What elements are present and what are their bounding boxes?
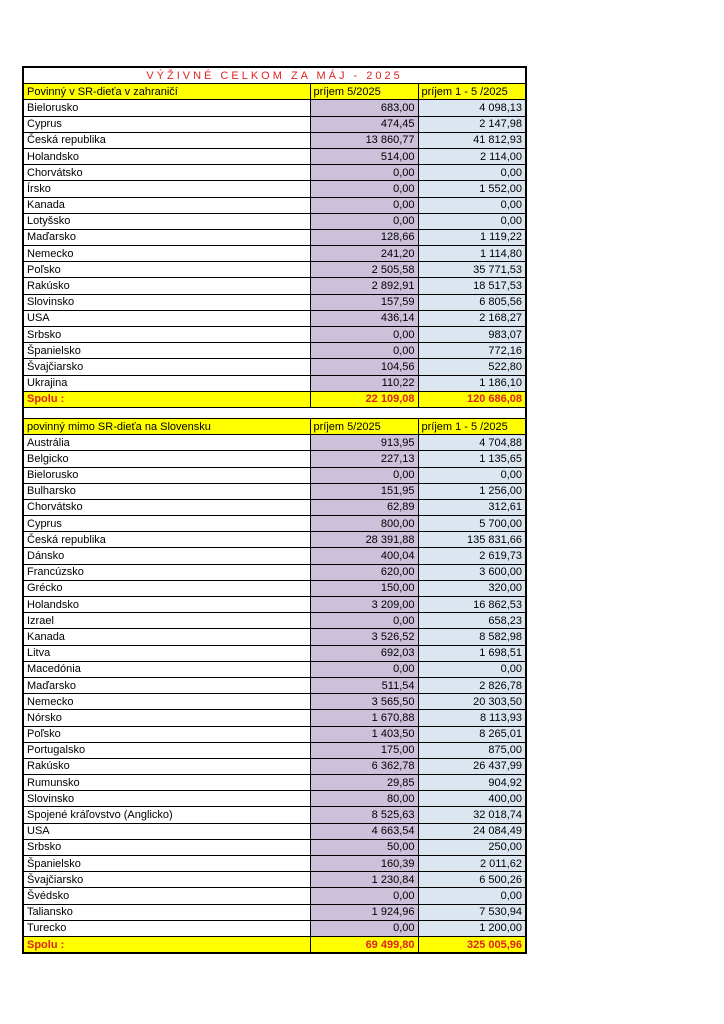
- may-income-cell: 0,00: [310, 343, 418, 359]
- country-cell: Spojené kráľovstvo (Anglicko): [23, 807, 310, 823]
- may-income-cell: 104,56: [310, 359, 418, 375]
- country-cell: Poľsko: [23, 726, 310, 742]
- ytd-income-cell: 772,16: [418, 343, 526, 359]
- ytd-income-cell: 4 704,88: [418, 435, 526, 451]
- may-income-cell: 692,03: [310, 645, 418, 661]
- country-cell: Španielsko: [23, 856, 310, 872]
- country-cell: Cyprus: [23, 516, 310, 532]
- country-cell: Bulharsko: [23, 483, 310, 499]
- may-income-cell: 2 892,91: [310, 278, 418, 294]
- may-income-cell: 474,45: [310, 116, 418, 132]
- may-income-cell: 1 924,96: [310, 904, 418, 920]
- table-row: [23, 327, 526, 343]
- country-cell: Rakúsko: [23, 278, 310, 294]
- may-income-cell: 6 362,78: [310, 758, 418, 774]
- table-row: [23, 742, 526, 758]
- ytd-income-cell: 26 437,99: [418, 758, 526, 774]
- may-income-cell: 151,95: [310, 483, 418, 499]
- ytd-income-cell: 0,00: [418, 165, 526, 181]
- country-cell: Nemecko: [23, 246, 310, 262]
- table-row: [23, 100, 526, 116]
- total-label: Spolu :: [23, 936, 310, 953]
- may-income-cell: 436,14: [310, 310, 418, 326]
- ytd-income-cell: 5 700,00: [418, 516, 526, 532]
- country-cell: Belgicko: [23, 451, 310, 467]
- table-row: [23, 343, 526, 359]
- may-income-cell: 8 525,63: [310, 807, 418, 823]
- country-cell: Kanada: [23, 629, 310, 645]
- may-income-cell: 800,00: [310, 516, 418, 532]
- may-income-cell: 2 505,58: [310, 262, 418, 278]
- may-income-cell: 0,00: [310, 661, 418, 677]
- country-cell: Lotyšsko: [23, 213, 310, 229]
- ytd-income-cell: 904,92: [418, 775, 526, 791]
- country-cell: Austrália: [23, 435, 310, 451]
- ytd-income-cell: 35 771,53: [418, 262, 526, 278]
- table-row: [23, 310, 526, 326]
- alimony-table: [22, 66, 527, 954]
- may-income-cell: 1 670,88: [310, 710, 418, 726]
- section-label: povinný mimo SR-dieťa na Slovensku: [23, 418, 310, 434]
- table-row: [23, 807, 526, 823]
- alimony-sheet: [22, 66, 525, 954]
- country-cell: Francúzsko: [23, 564, 310, 580]
- table-row: [23, 548, 526, 564]
- ytd-income-cell: 658,23: [418, 613, 526, 629]
- section-label: Povinný v SR-dieťa v zahraničí: [23, 84, 310, 100]
- ytd-income-cell: 3 600,00: [418, 564, 526, 580]
- ytd-income-cell: 1 256,00: [418, 483, 526, 499]
- may-income-cell: 4 663,54: [310, 823, 418, 839]
- total-label: Spolu :: [23, 391, 310, 407]
- table-row: [23, 677, 526, 693]
- country-cell: Taliansko: [23, 904, 310, 920]
- ytd-income-cell: 875,00: [418, 742, 526, 758]
- table-row: [23, 597, 526, 613]
- table-row: [23, 726, 526, 742]
- may-income-cell: 620,00: [310, 564, 418, 580]
- ytd-income-cell: 400,00: [418, 791, 526, 807]
- country-cell: USA: [23, 310, 310, 326]
- country-cell: Srbsko: [23, 327, 310, 343]
- table-row: [23, 823, 526, 839]
- table-row: [23, 516, 526, 532]
- table-row: [23, 116, 526, 132]
- country-cell: Cyprus: [23, 116, 310, 132]
- may-income-cell: 110,22: [310, 375, 418, 391]
- country-cell: Španielsko: [23, 343, 310, 359]
- ytd-income-cell: 6 500,26: [418, 872, 526, 888]
- section1-header-row: [23, 84, 526, 100]
- ytd-income-cell: 2 619,73: [418, 548, 526, 564]
- country-cell: Macedónia: [23, 661, 310, 677]
- ytd-income-cell: 8 113,93: [418, 710, 526, 726]
- country-cell: Nemecko: [23, 694, 310, 710]
- ytd-income-cell: 1 200,00: [418, 920, 526, 936]
- country-cell: Chorvátsko: [23, 165, 310, 181]
- ytd-income-cell: 320,00: [418, 580, 526, 596]
- country-cell: Írsko: [23, 181, 310, 197]
- ytd-income-cell: 0,00: [418, 213, 526, 229]
- ytd-income-cell: 24 084,49: [418, 823, 526, 839]
- may-income-cell: 62,89: [310, 499, 418, 515]
- total-may: 69 499,80: [310, 936, 418, 953]
- table-row: [23, 613, 526, 629]
- may-income-cell: 1 230,84: [310, 872, 418, 888]
- country-cell: Poľsko: [23, 262, 310, 278]
- may-income-cell: 0,00: [310, 920, 418, 936]
- ytd-income-cell: 522,80: [418, 359, 526, 375]
- may-income-cell: 175,00: [310, 742, 418, 758]
- country-cell: Česká republika: [23, 532, 310, 548]
- table-row: [23, 451, 526, 467]
- ytd-income-cell: 8 265,01: [418, 726, 526, 742]
- ytd-income-cell: 4 098,13: [418, 100, 526, 116]
- may-income-cell: 80,00: [310, 791, 418, 807]
- may-income-cell: 0,00: [310, 165, 418, 181]
- ytd-income-cell: 2 147,98: [418, 116, 526, 132]
- country-cell: Rakúsko: [23, 758, 310, 774]
- country-cell: Holandsko: [23, 148, 310, 164]
- country-cell: Holandsko: [23, 597, 310, 613]
- separator-cell: [23, 407, 526, 418]
- ytd-income-cell: 983,07: [418, 327, 526, 343]
- may-income-cell: 913,95: [310, 435, 418, 451]
- table-row: [23, 262, 526, 278]
- column-header-ytd: príjem 1 - 5 /2025: [418, 84, 526, 100]
- table-row: [23, 904, 526, 920]
- ytd-income-cell: 312,61: [418, 499, 526, 515]
- table-row: [23, 294, 526, 310]
- column-header-may: príjem 5/2025: [310, 84, 418, 100]
- table-row: [23, 148, 526, 164]
- table-row: [23, 888, 526, 904]
- country-cell: Bielorusko: [23, 100, 310, 116]
- country-cell: USA: [23, 823, 310, 839]
- country-cell: Slovinsko: [23, 791, 310, 807]
- may-income-cell: 0,00: [310, 197, 418, 213]
- country-cell: Kanada: [23, 197, 310, 213]
- table-row: [23, 580, 526, 596]
- country-cell: Švajčiarsko: [23, 872, 310, 888]
- may-income-cell: 0,00: [310, 613, 418, 629]
- country-cell: Portugalsko: [23, 742, 310, 758]
- ytd-income-cell: 16 862,53: [418, 597, 526, 613]
- column-header-may: príjem 5/2025: [310, 418, 418, 434]
- ytd-income-cell: 8 582,98: [418, 629, 526, 645]
- section1-total-row: [23, 391, 526, 407]
- column-header-ytd: príjem 1 - 5 /2025: [418, 418, 526, 434]
- may-income-cell: 28 391,88: [310, 532, 418, 548]
- table-row: [23, 375, 526, 391]
- table-row: [23, 467, 526, 483]
- table-row: [23, 165, 526, 181]
- country-cell: Česká republika: [23, 132, 310, 148]
- total-may: 22 109,08: [310, 391, 418, 407]
- ytd-income-cell: 1 119,22: [418, 229, 526, 245]
- may-income-cell: 0,00: [310, 213, 418, 229]
- ytd-income-cell: 41 812,93: [418, 132, 526, 148]
- may-income-cell: 3 565,50: [310, 694, 418, 710]
- table-row: [23, 710, 526, 726]
- may-income-cell: 400,04: [310, 548, 418, 564]
- ytd-income-cell: 1 135,65: [418, 451, 526, 467]
- may-income-cell: 157,59: [310, 294, 418, 310]
- table-row: [23, 499, 526, 515]
- table-row: [23, 758, 526, 774]
- country-cell: Izrael: [23, 613, 310, 629]
- may-income-cell: 29,85: [310, 775, 418, 791]
- table-row: [23, 839, 526, 855]
- table-row: [23, 246, 526, 262]
- table-row: [23, 661, 526, 677]
- country-cell: Slovinsko: [23, 294, 310, 310]
- ytd-income-cell: 1 552,00: [418, 181, 526, 197]
- ytd-income-cell: 1 186,10: [418, 375, 526, 391]
- table-row: [23, 856, 526, 872]
- ytd-income-cell: 32 018,74: [418, 807, 526, 823]
- section2-header-row: [23, 418, 526, 434]
- table-row: [23, 359, 526, 375]
- section2-total-row: [23, 936, 526, 953]
- country-cell: Litva: [23, 645, 310, 661]
- country-cell: Rumunsko: [23, 775, 310, 791]
- may-income-cell: 511,54: [310, 677, 418, 693]
- may-income-cell: 1 403,50: [310, 726, 418, 742]
- may-income-cell: 227,13: [310, 451, 418, 467]
- table-row: [23, 694, 526, 710]
- total-ytd: 120 686,08: [418, 391, 526, 407]
- section-separator: [23, 407, 526, 418]
- country-cell: Ukrajina: [23, 375, 310, 391]
- may-income-cell: 3 526,52: [310, 629, 418, 645]
- may-income-cell: 514,00: [310, 148, 418, 164]
- table-row: [23, 564, 526, 580]
- may-income-cell: 128,66: [310, 229, 418, 245]
- table-row: [23, 213, 526, 229]
- ytd-income-cell: 6 805,56: [418, 294, 526, 310]
- country-cell: Nórsko: [23, 710, 310, 726]
- ytd-income-cell: 0,00: [418, 661, 526, 677]
- may-income-cell: 683,00: [310, 100, 418, 116]
- ytd-income-cell: 0,00: [418, 197, 526, 213]
- ytd-income-cell: 1 698,51: [418, 645, 526, 661]
- ytd-income-cell: 250,00: [418, 839, 526, 855]
- may-income-cell: 160,39: [310, 856, 418, 872]
- table-row: [23, 132, 526, 148]
- country-cell: Chorvátsko: [23, 499, 310, 515]
- table-row: [23, 872, 526, 888]
- table-row: [23, 435, 526, 451]
- table-row: [23, 181, 526, 197]
- table-row: [23, 483, 526, 499]
- country-cell: Dánsko: [23, 548, 310, 564]
- table-row: [23, 229, 526, 245]
- may-income-cell: 0,00: [310, 888, 418, 904]
- country-cell: Bielorusko: [23, 467, 310, 483]
- table-row: [23, 278, 526, 294]
- ytd-income-cell: 2 168,27: [418, 310, 526, 326]
- ytd-income-cell: 0,00: [418, 467, 526, 483]
- may-income-cell: 13 860,77: [310, 132, 418, 148]
- ytd-income-cell: 18 517,53: [418, 278, 526, 294]
- total-ytd: 325 005,96: [418, 936, 526, 953]
- table-row: [23, 629, 526, 645]
- country-cell: Srbsko: [23, 839, 310, 855]
- may-income-cell: 0,00: [310, 327, 418, 343]
- country-cell: Grécko: [23, 580, 310, 596]
- may-income-cell: 241,20: [310, 246, 418, 262]
- country-cell: Turecko: [23, 920, 310, 936]
- table-row: [23, 197, 526, 213]
- ytd-income-cell: 20 303,50: [418, 694, 526, 710]
- may-income-cell: 0,00: [310, 467, 418, 483]
- may-income-cell: 50,00: [310, 839, 418, 855]
- table-row: [23, 775, 526, 791]
- ytd-income-cell: 2 011,62: [418, 856, 526, 872]
- may-income-cell: 150,00: [310, 580, 418, 596]
- table-row: [23, 532, 526, 548]
- country-cell: Maďarsko: [23, 229, 310, 245]
- ytd-income-cell: 7 530,94: [418, 904, 526, 920]
- country-cell: Maďarsko: [23, 677, 310, 693]
- may-income-cell: 3 209,00: [310, 597, 418, 613]
- table-row: [23, 920, 526, 936]
- may-income-cell: 0,00: [310, 181, 418, 197]
- ytd-income-cell: 1 114,80: [418, 246, 526, 262]
- country-cell: Švédsko: [23, 888, 310, 904]
- table-row: [23, 791, 526, 807]
- ytd-income-cell: 2 826,78: [418, 677, 526, 693]
- ytd-income-cell: 0,00: [418, 888, 526, 904]
- ytd-income-cell: 2 114,00: [418, 148, 526, 164]
- table-row: [23, 645, 526, 661]
- title-row: [23, 67, 526, 84]
- page-title: VÝŽIVNÉ CELKOM ZA MÁJ - 2025: [23, 67, 526, 84]
- country-cell: Švajčiarsko: [23, 359, 310, 375]
- ytd-income-cell: 135 831,66: [418, 532, 526, 548]
